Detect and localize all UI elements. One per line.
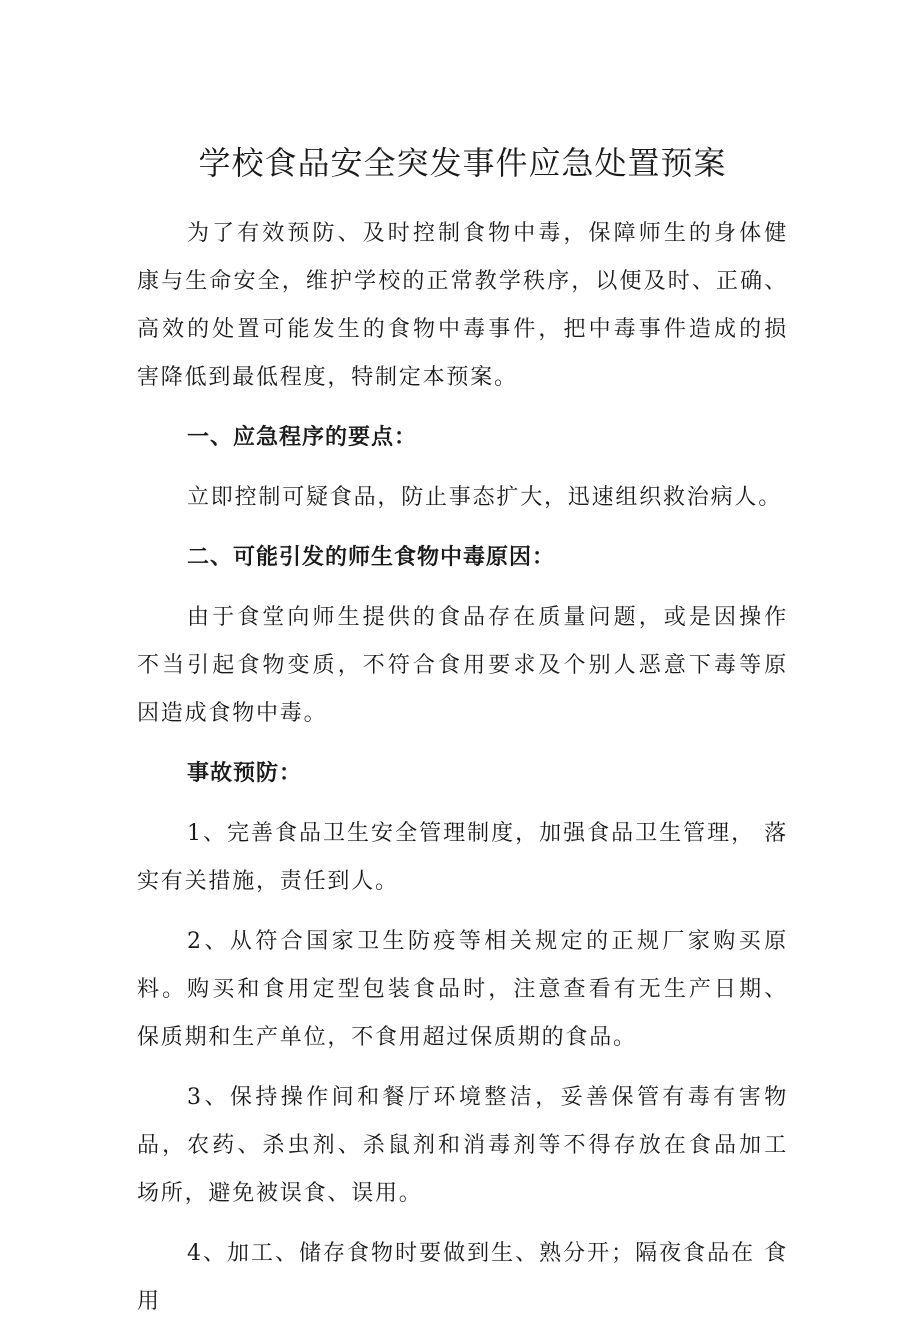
section-1-heading: 一、应急程序的要点： <box>187 425 418 450</box>
section-1-text: 立即控制可疑食品，防止事态扩大，迅速组织救治病人。 <box>187 485 783 510</box>
prevention-heading: 事故预防： <box>187 761 303 786</box>
prevention-item-2: 2、从符合国家卫生防疫等相关规定的正规厂家购买原 料。购买和食用定型包装食品时，注意查看有无生产日期、 保质期和生产单位，不食用超过保质期的食品。 <box>137 929 788 1050</box>
prevention-item-4: 4、加工、储存食物时要做到生、熟分开；隔夜食品在 食用 <box>137 1241 788 1314</box>
intro-paragraph: 为了有效预防、及时控制食物中毒，保障师生的身体健 康与生命安全，维护学校的正常教学秩序，以便及时、正确、 高效的处置可能发生的食物中毒事件，把中毒事件造成的损 害降低到最低程度，特制定本预案。 <box>137 221 788 390</box>
section-2-text: 由于食堂向师生提供的食品存在质量问题，或是因操作 不当引起食物变质，不符合食用要求及个别人恶意下毒等原 因造成食物中毒。 <box>137 605 788 726</box>
document-title: 学校食品安全突发事件应急处置预案 <box>198 144 727 182</box>
section-2-heading: 二、可能引发的师生食物中毒原因： <box>187 545 556 570</box>
prevention-item-3: 3、保持操作间和餐厅环境整洁，妥善保管有毒有害物 品，农药、杀虫剂、杀鼠剂和消毒剂等不得存放在食品加工 场所，避免被误食、误用。 <box>137 1085 788 1206</box>
prevention-item-1: 1、完善食品卫生安全管理制度，加强食品卫生管理， 落实有关措施，责任到人。 <box>137 821 788 894</box>
document-body <box>137 210 788 1326</box>
